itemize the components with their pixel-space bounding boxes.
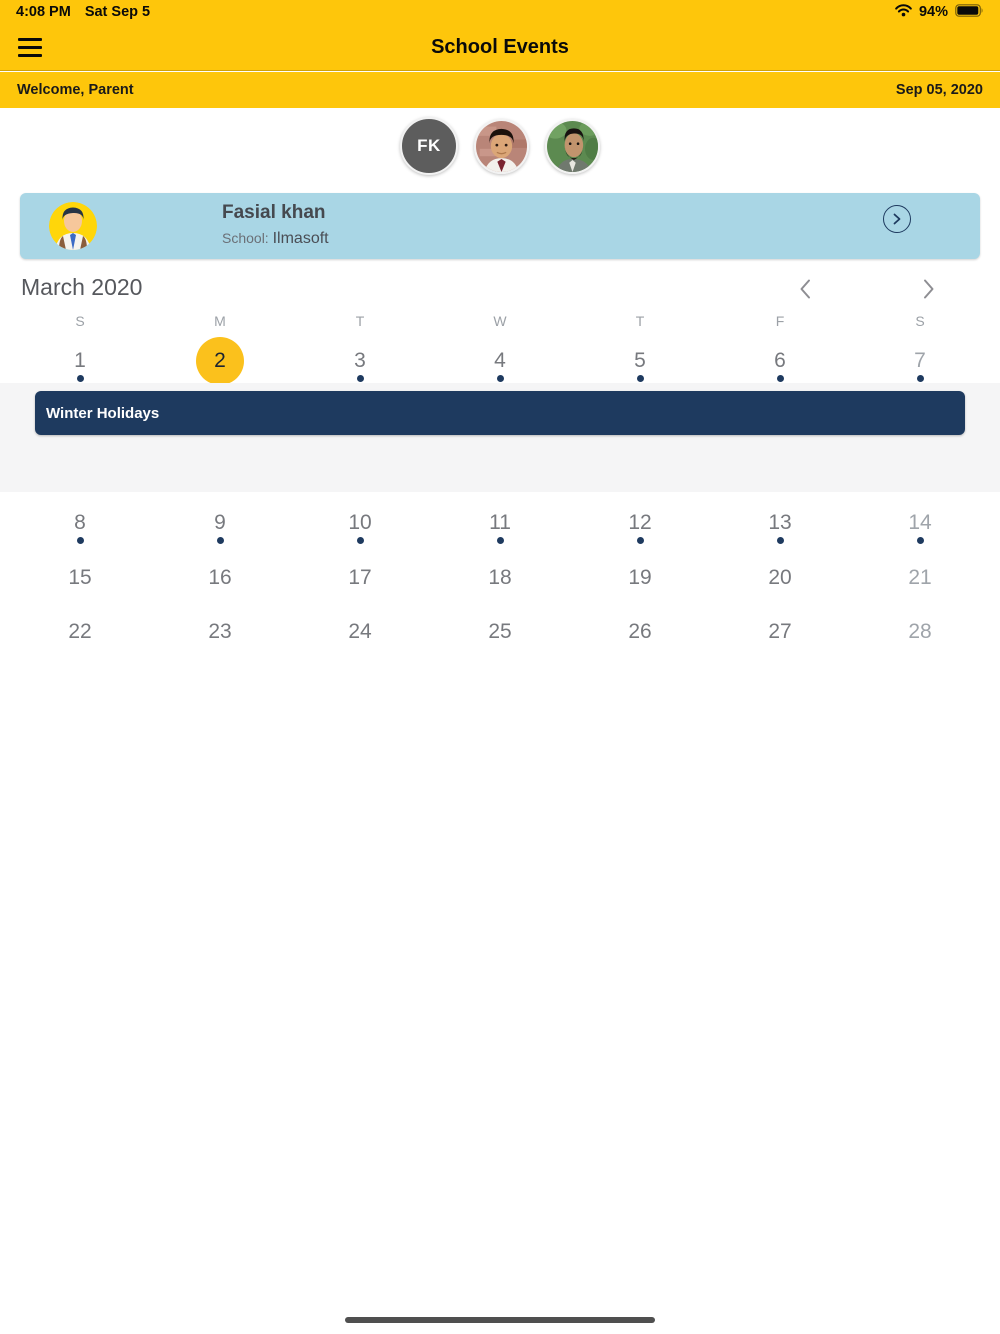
calendar-day[interactable] [710, 608, 850, 656]
event-dot [217, 537, 224, 544]
student-avatars-row [0, 114, 1000, 178]
weekday-header: W [493, 313, 507, 329]
calendar-week-row [10, 608, 990, 656]
day-number: 7 [914, 349, 926, 372]
calendar-day[interactable] [150, 337, 290, 385]
day-number: 6 [774, 349, 786, 372]
calendar-day[interactable] [570, 337, 710, 385]
day-number: 28 [908, 620, 932, 643]
day-number: 25 [488, 620, 512, 643]
day-number: 3 [354, 349, 366, 372]
battery-icon [955, 4, 984, 21]
day-number: 20 [768, 566, 792, 589]
status-bar [0, 0, 1000, 24]
chevron-left-icon [794, 277, 818, 301]
calendar-week-row [10, 337, 990, 385]
day-number: 4 [494, 349, 506, 372]
weekday-header: T [355, 313, 365, 329]
event-dot [637, 537, 644, 544]
calendar-day[interactable] [570, 554, 710, 602]
student-school-line [222, 230, 329, 248]
day-number: 24 [348, 620, 372, 643]
welcome-bar [0, 72, 1000, 108]
day-number: 16 [208, 566, 232, 589]
calendar-day[interactable] [290, 554, 430, 602]
calendar-month-header [0, 274, 1000, 304]
app-header [0, 24, 1000, 71]
calendar-day[interactable] [290, 337, 430, 385]
event-section [0, 383, 1000, 492]
calendar-day[interactable] [850, 337, 990, 385]
student-avatar-icon [49, 202, 97, 250]
event-dot [77, 537, 84, 544]
day-number: 8 [74, 511, 86, 534]
event-dot [777, 375, 784, 382]
student-card[interactable] [20, 193, 980, 259]
calendar-day[interactable] [150, 499, 290, 547]
next-month-button[interactable] [916, 277, 940, 301]
prev-month-button[interactable] [794, 277, 818, 301]
calendar-day[interactable] [430, 554, 570, 602]
month-title: March 2020 [21, 274, 143, 300]
weekday-header-row [10, 312, 990, 330]
day-number: 15 [68, 566, 92, 589]
day-number: 13 [768, 511, 792, 534]
weekday-header: S [75, 313, 85, 329]
avatar-photo-boy[interactable] [474, 119, 529, 174]
event-banner[interactable] [35, 391, 965, 435]
event-dot [917, 537, 924, 544]
welcome-text: Welcome, Parent [17, 82, 134, 98]
day-number: 17 [348, 566, 372, 589]
avatar-initials-fk[interactable]: FK [400, 117, 458, 175]
chevron-right-icon [916, 277, 940, 301]
calendar-week-row [10, 554, 990, 602]
event-title: Winter Holidays [46, 404, 160, 422]
calendar-day[interactable] [570, 499, 710, 547]
day-number: 21 [908, 566, 932, 589]
status-time: 4:08 PM [16, 4, 71, 20]
avatar-photo-man[interactable] [545, 119, 600, 174]
weekday-header: F [775, 313, 785, 329]
weekday-header: M [214, 313, 226, 329]
calendar-day[interactable] [430, 499, 570, 547]
weekday-header: S [915, 313, 925, 329]
day-number: 23 [208, 620, 232, 643]
calendar-day[interactable] [710, 337, 850, 385]
calendar-day[interactable] [570, 608, 710, 656]
day-number: 11 [489, 511, 511, 534]
event-dot [357, 375, 364, 382]
calendar-day[interactable] [290, 608, 430, 656]
day-number: 14 [908, 511, 932, 534]
wifi-icon [895, 4, 912, 21]
day-number: 18 [488, 566, 512, 589]
day-number: 22 [68, 620, 92, 643]
calendar-day[interactable] [10, 499, 150, 547]
chevron-right-icon [891, 212, 903, 226]
day-number: 12 [628, 511, 652, 534]
battery-percent: 94% [918, 4, 948, 20]
calendar-day[interactable] [10, 608, 150, 656]
page-title: School Events [431, 36, 569, 58]
day-number: 5 [634, 349, 646, 372]
calendar-day[interactable] [710, 554, 850, 602]
calendar-day[interactable] [290, 499, 430, 547]
header-date: Sep 05, 2020 [895, 82, 983, 98]
home-indicator[interactable] [345, 1317, 655, 1323]
status-date: Sat Sep 5 [84, 4, 151, 20]
event-dot [777, 537, 784, 544]
calendar-day[interactable] [150, 608, 290, 656]
calendar-day[interactable] [150, 554, 290, 602]
weekday-header: T [635, 313, 645, 329]
event-dot [637, 375, 644, 382]
calendar-day[interactable] [850, 608, 990, 656]
event-dot [497, 375, 504, 382]
calendar-day[interactable] [430, 337, 570, 385]
day-number: 26 [628, 620, 652, 643]
calendar-week-row [10, 499, 990, 547]
day-number: 2 [214, 349, 226, 372]
calendar-day[interactable] [850, 554, 990, 602]
day-number: 1 [74, 349, 86, 372]
day-number: 9 [214, 511, 226, 534]
day-number: 27 [768, 620, 792, 643]
school-name: Ilmasoft [272, 230, 329, 247]
event-dot [917, 375, 924, 382]
event-dot [497, 537, 504, 544]
calendar-day[interactable] [430, 608, 570, 656]
student-name: Fasial khan [222, 202, 326, 223]
school-label: School: [222, 230, 269, 246]
calendar-day[interactable] [850, 499, 990, 547]
card-detail-button[interactable] [883, 205, 911, 233]
event-dot [357, 537, 364, 544]
calendar-day[interactable] [10, 554, 150, 602]
calendar-day[interactable] [10, 337, 150, 385]
calendar-day[interactable] [710, 499, 850, 547]
day-number: 19 [628, 566, 652, 589]
day-number: 10 [348, 511, 372, 534]
event-dot [77, 375, 84, 382]
